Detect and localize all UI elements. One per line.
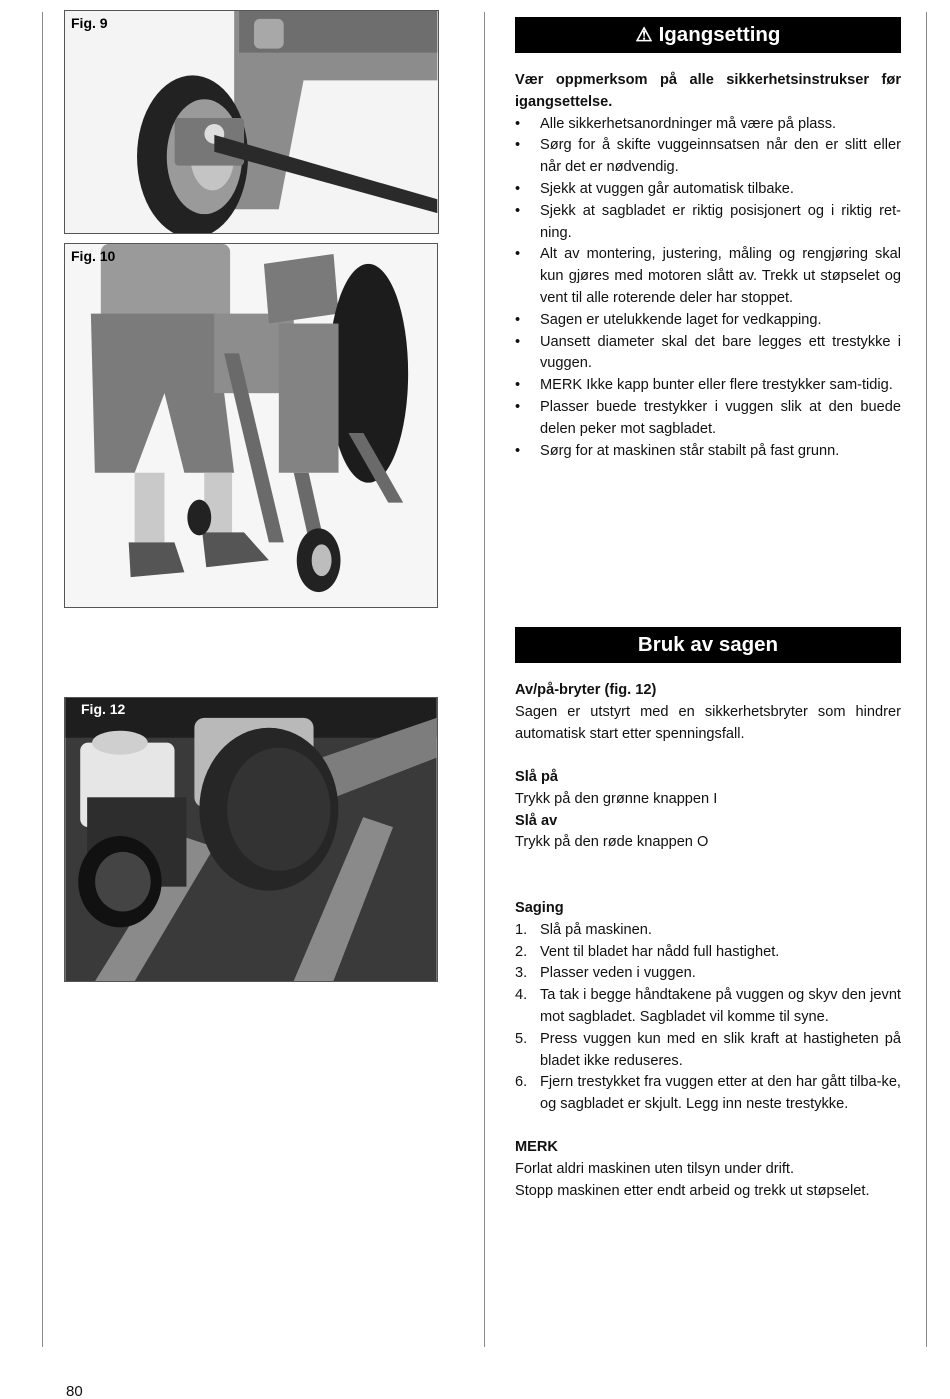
right-margin-rule: [926, 12, 927, 1347]
on-text: Trykk på den grønne knappen I: [515, 790, 718, 807]
switch-and-motor-photo: [65, 698, 437, 981]
section-heading-igangsetting-text: Igangsetting: [658, 23, 781, 46]
note-line: Stopp maskinen etter endt arbeid og trekk ut støpselet.: [515, 1182, 870, 1199]
warning-icon: ⚠: [635, 25, 653, 46]
igangsetting-body: [515, 70, 901, 462]
on-heading: Slå på: [515, 769, 558, 785]
list-item: • Sørg for å skifte vuggeinnsatsen når den er slitt eller når det er nødvendig.: [515, 137, 901, 176]
note-heading: MERK: [515, 1139, 558, 1155]
page-number: 80: [66, 1383, 83, 1399]
igangsetting-lead: Vær oppmerksom på alle sikkerhetsinstrukser før igangsettelse.: [515, 72, 901, 110]
safety-bullet-list: [515, 114, 901, 463]
list-item: 2. Vent til bladet har nådd full hastighet.: [515, 943, 780, 960]
list-item: • Sjekk at vuggen går automatisk tilbake.: [515, 180, 794, 197]
off-text: Trykk på den røde knappen O: [515, 834, 709, 851]
list-item: • Alt av montering, justering, måling og rengjøring skal kun gjøres med motoren slått av. Trekk ut støpselet og vent til alle roterende deler har stoppet.: [515, 246, 901, 306]
list-item: • Sørg for at maskinen står stabilt på fast grunn.: [515, 442, 840, 459]
list-item: • Alle sikkerhetsanordninger må være på plass.: [515, 115, 837, 132]
switch-section: [515, 680, 901, 745]
off-heading: Slå av: [515, 812, 558, 829]
switch-text: Sagen er utstyrt med en sikkerhetsbryter som hindrer automatisk start etter spenningsfall.: [515, 703, 901, 742]
note-section: [515, 1137, 901, 1202]
list-item: • Plasser buede trestykker i vuggen slik at den buede delen peker mot sagbladet.: [515, 398, 901, 437]
section-heading-bruk-av-sagen: Bruk av sagen: [515, 627, 901, 663]
list-item: 3. Plasser veden i vuggen.: [515, 965, 696, 982]
figure-12-label: Fig. 12: [81, 701, 126, 717]
list-item: 1. Slå på maskinen.: [515, 921, 652, 938]
list-item: • Uansett diameter skal det bare legges ett trestykke i vuggen.: [515, 333, 901, 372]
list-item: 5. Press vuggen kun med en slik kraft at hastigheten på bladet ikke reduseres.: [515, 1030, 901, 1069]
figure-9-label: Fig. 9: [71, 15, 108, 31]
left-margin-rule: [42, 12, 43, 1347]
list-item: • MERK Ikke kapp bunter eller flere trestykker sam-tidig.: [515, 377, 893, 394]
switch-heading: Av/på-bryter (fig. 12): [515, 682, 657, 698]
figure-10: [64, 243, 438, 608]
wheel-axle-photo: [65, 11, 438, 233]
list-item: 4. Ta tak i begge håndtakene på vuggen og skyv den jevnt mot sagbladet. Sagbladet vil komme til syne.: [515, 987, 901, 1025]
column-divider-rule: [484, 12, 485, 1347]
list-item: • Sagen er utelukkende laget for vedkapping.: [515, 311, 822, 328]
sawing-section: [515, 898, 901, 1116]
figure-12: [64, 697, 438, 982]
note-line: Forlat aldri maskinen uten tilsyn under drift.: [515, 1160, 795, 1177]
person-moving-saw-photo: [65, 244, 437, 607]
list-item: • Sjekk at sagbladet er riktig posisjonert og i riktig ret-ning.: [515, 202, 901, 241]
on-off-section: [515, 767, 901, 854]
figure-9: [64, 10, 439, 234]
section-heading-igangsetting: [515, 17, 901, 53]
list-item: 6. Fjern trestykket fra vuggen etter at den har gått tilba-ke, og sagbladet er skjult. Legg inn neste trestykke.: [515, 1074, 901, 1113]
sawing-heading: Saging: [515, 900, 564, 916]
figure-10-label: Fig. 10: [71, 248, 116, 264]
sawing-steps-list: [515, 920, 901, 1116]
